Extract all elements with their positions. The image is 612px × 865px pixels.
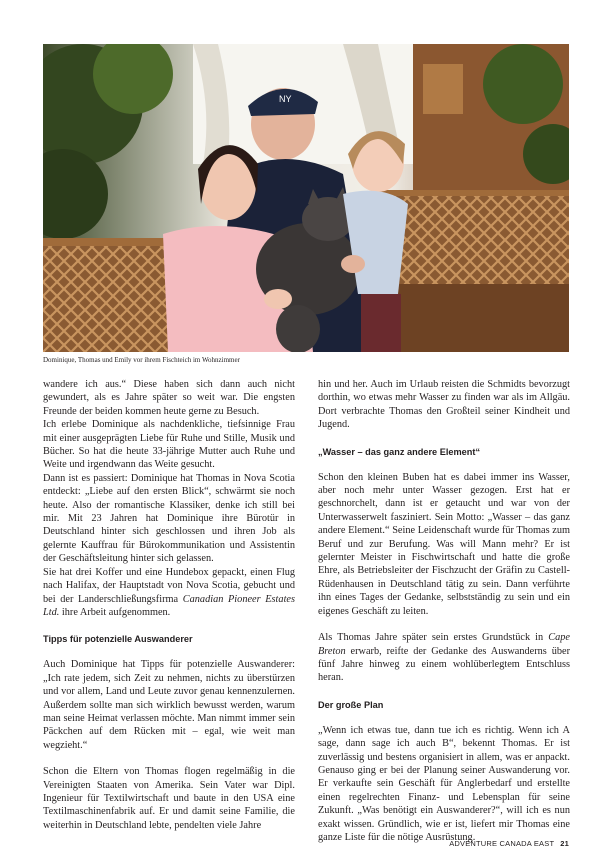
right-paragraph-3-text-b: erwarb, reifte der Gedanke des Auswanderns über fünf Jahre hinweg zu einem wohlüberlegtem Entschluss heran.	[318, 645, 570, 684]
place-name: Cape Breton	[318, 632, 570, 657]
right-paragraph-3	[318, 631, 570, 685]
cap-logo: NY	[279, 94, 292, 104]
page-number: 21	[560, 839, 569, 848]
left-paragraph-1: wandere ich aus.“ Diese haben sich dann auch nicht gewundert, als es Jahre später so weit war. Die engsten Freunde der beiden kommen heute gerne zu Besuch.	[43, 379, 295, 417]
right-column	[318, 378, 570, 844]
page-footer	[449, 839, 569, 848]
magazine-name: ADVENTURE CANADA EAST	[449, 839, 555, 848]
left-paragraph-2: Ich erlebe Dominique als nachdenkliche, tiefsinnige Frau mit einer ausgeprägten Liebe für Ruhe und Stille, Musik und Bücher. So hat die heute 33-jährige Mutter auch Ruhe und Weite und irgendwann das Weite gesucht.	[43, 419, 295, 471]
family-photo	[43, 44, 569, 352]
left-paragraph-6: Schon die Eltern von Thomas flogen regelmäßig in die Vereinigten Staaten von Amerika. Sein Vater war Dipl. Ingenieur für Textilwirtschaft und baute in den USA eine Textilmaschinenfabrik auf. Er und damit seine Familie, die weiterhin in Deutschland lebte, pendelten viele Jahre	[43, 766, 295, 831]
left-paragraph-4	[43, 566, 295, 620]
left-paragraph-3: Dann ist es passiert: Dominique hat Thomas in Nova Scotia entdeckt: „Liebe auf den ersten Blick“, schwärmt sie noch heute. Also der romantische Klassiker, denke ich still bei mir. Mit 23 Jahren hat Dominique ihre Bürotür in Deutschland hinter sich geschlossen und ihren Job als gelernte Kauffrau für Bürokommunikation und Assistentin der Geschäftsleitung hinter sich gelassen.	[43, 472, 295, 565]
company-name: Canadian Pioneer Estates Ltd.	[43, 593, 296, 618]
left-paragraph-5: Auch Dominique hat Tipps für potenzielle Auswanderer: „Ich rate jedem, sich Zeit zu nehmen, nichts zu überstürzen und vor allem, Land und Leute zuvor genau kennenzulernen. Außerdem sollte man sich wirklich bewusst werden, warum man seine Heimat verlassen möchte. Man nimmt immer sein Päckchen auf dem Rücken mit – egal, wie weit man wegzieht.“	[43, 659, 295, 751]
left-paragraph-4-text-a: Sie hat drei Koffer und eine Hundebox gepackt, einen Flug nach Halifax, der Hauptstadt von Nova Scotia, gebucht und bei der Landerschließungsfirma	[43, 566, 295, 605]
right-paragraph-3-text-a: Als Thomas Jahre später sein erstes Grundstück in	[318, 632, 549, 644]
left-paragraph-4-text-b: ihre Arbeit aufgenommen.	[59, 606, 171, 618]
heading-wasser: „Wasser – das ganz andere Element“	[318, 446, 481, 457]
right-paragraph-4: „Wenn ich etwas tue, dann tue ich es richtig. Wenn ich A sage, dann sage ich auch B“, bekennt Thomas. Er ist zuverlässig und bestens organisiert in allem, was er anpackt. Genauso ging er bei der Planung seiner Auswanderung vor. Er verkaufte sein Geschäft für Anglerbedarf und erstellte einen regelrechten Finanz- und Lebensplan für seine Zukunft. „Was benötigt ein Auswanderer?“, will ich es nun exakt wissen. Gründlich, wie er ist, liefert mir Thomas eine ganze Liste für die nötige Ausrüstung.	[318, 724, 570, 843]
heading-plan: Der große Plan	[318, 699, 384, 710]
right-paragraph-2: Schon den kleinen Buben hat es dabei immer ins Wasser, aber noch mehr unter Wasser gezogen. Erst hat er geschnorchelt, dann ist er getaucht und war von der Unterwasserwelt fasziniert. Sein Motto: „Wasser – das ganz andere Element.“ Seine Leidenschaft wurde für Thomas zum Beruf und zur Berufung. Was will Mann mehr? Er ist gelernter Meister in Fischwirtschaft und hatte die große Ehre, als Betriebsleiter der Fischzucht der Gräfin zu Castell-Rüdenhausen in Deutschland tätig zu sein. Dann verführte ihn eines Tages der Gedanke, selbstständig zu sein und ein eigenes Geschäft zu leiten.	[318, 471, 570, 617]
left-column	[43, 378, 295, 832]
photo-caption: Dominique, Thomas und Emily vor ihrem Fischteich im Wohnzimmer	[43, 356, 240, 364]
heading-tipps: Tipps für potenzielle Auswanderer	[43, 634, 193, 645]
family-photo-illustration	[43, 44, 569, 352]
right-paragraph-1: hin und her. Auch im Urlaub reisten die Schmidts bevorzugt dorthin, wo etwas mehr Wasser zu finden war als im Allgäu. Dort verbrachte Thomas den Großteil seiner Kindheit und Jugend.	[318, 379, 570, 431]
